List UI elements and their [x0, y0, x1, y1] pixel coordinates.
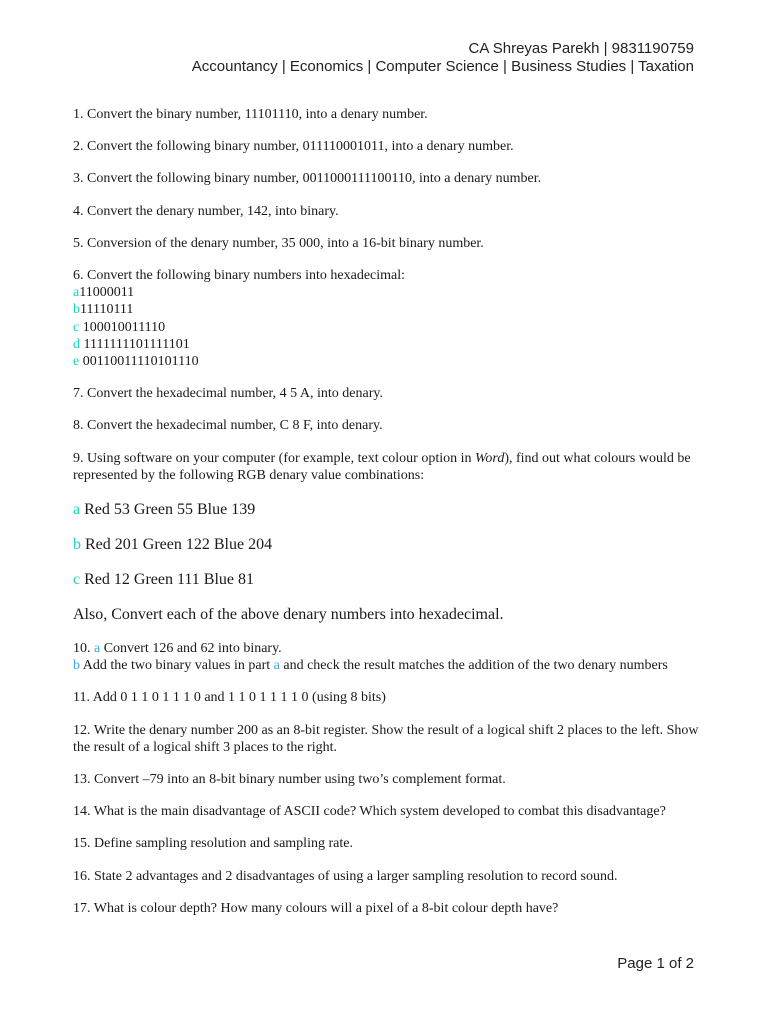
q9-text-before: 9. Using software on your computer (for example, text colour option in [73, 450, 476, 466]
q10-part-b-text-1: Add the two binary values in part [80, 658, 274, 674]
q10-part-a [73, 640, 703, 657]
q6-item-b [73, 301, 703, 318]
question-5: 5. Conversion of the denary number, 35 000, into a 16-bit binary number. [73, 235, 484, 251]
header-contact: CA Shreyas Parekh | 9831190759 [468, 40, 694, 57]
q10-label-a: a [94, 641, 101, 657]
q6-item-d [73, 336, 703, 353]
question-13: 13. Convert –79 into an 8-bit binary number using two’s complement format. [73, 772, 506, 788]
question-12: 12. Write the denary number 200 as an 8-bit register. Show the result of a logical shift 2 places to the left. Show the result of a logical shift 3 places to the right. [73, 722, 699, 755]
q9-italic-word: Word [475, 450, 505, 466]
question-17: 17. What is colour depth? How many colours will a pixel of a 8-bit colour depth have? [73, 900, 559, 916]
question-14: 14. What is the main disadvantage of ASCII code? Which system developed to combat this disadvantage? [73, 804, 666, 820]
q10-label-b: b [73, 658, 80, 674]
q6-value-d: 1111111101111101 [80, 336, 190, 352]
question-11: 11. Add 0 1 1 0 1 1 1 0 and 1 1 0 1 1 1 1 0 (using 8 bits) [73, 690, 386, 706]
question-8: 8. Convert the hexadecimal number, C 8 F, into denary. [73, 418, 383, 434]
question-10 [73, 640, 703, 674]
question-16: 16. State 2 advantages and 2 disadvantages of using a larger sampling resolution to record sound. [73, 868, 618, 884]
q9-text-after: ), find out what colours would be represented by the following RGB denary value combinations: [73, 450, 691, 483]
question-9-text [73, 450, 703, 484]
q9-item-c [73, 570, 703, 589]
question-15: 15. Define sampling resolution and sampling rate. [73, 836, 353, 852]
q9-also-text: Also, Convert each of the above denary numbers into hexadecimal. [73, 606, 504, 624]
page-number: Page 1 of 2 [617, 955, 694, 972]
q9-label-a: a [73, 501, 81, 519]
question-2: 2. Convert the following binary number, 011110001011, into a denary number. [73, 139, 514, 155]
q10-part-b-text-2: and check the result matches the addition of the two denary numbers [279, 658, 668, 674]
q6-item-a [73, 284, 703, 301]
question-7: 7. Convert the hexadecimal number, 4 5 A, into denary. [73, 386, 383, 402]
q6-item-e [73, 353, 703, 370]
q6-label-b: b [73, 302, 80, 318]
q10-part-a-text: Convert 126 and 62 into binary. [100, 641, 282, 657]
page-header [192, 40, 694, 76]
q6-label-a: a [73, 285, 80, 301]
q9-value-a: Red 53 Green 55 Blue 139 [80, 501, 256, 519]
q6-item-c [73, 319, 703, 336]
q10-label-a-ref: a [273, 658, 280, 674]
q9-value-c: Red 12 Green 111 Blue 81 [80, 571, 254, 589]
question-4: 4. Convert the denary number, 142, into binary. [73, 203, 339, 219]
question-3: 3. Convert the following binary number, 0011000111100110, into a denary number. [73, 171, 542, 187]
q6-label-e: e [73, 354, 80, 370]
q10-number: 10. [73, 641, 94, 657]
q6-value-c: 100010011110 [79, 319, 166, 335]
q9-item-b [73, 535, 703, 554]
q6-label-d: d [73, 336, 80, 352]
header-subjects: Accountancy | Economics | Computer Science | Business Studies | Taxation [191, 58, 694, 75]
q6-label-c: c [73, 319, 80, 335]
question-6 [73, 267, 703, 370]
q9-value-b: Red 201 Green 122 Blue 204 [81, 536, 273, 554]
question-9 [73, 450, 703, 624]
q9-label-b: b [73, 536, 81, 554]
question-1: 1. Convert the binary number, 11101110, into a denary number. [73, 107, 428, 122]
q6-value-e: 00110011110101110 [79, 354, 199, 370]
question-list [73, 106, 703, 917]
question-6-text: 6. Convert the following binary numbers into hexadecimal: [73, 268, 406, 284]
q9-item-a [73, 500, 703, 519]
q9-label-c: c [73, 571, 81, 589]
q10-part-b [73, 657, 703, 674]
q6-value-a: 11000011 [79, 285, 135, 301]
q6-value-b: 11110111 [80, 302, 134, 318]
